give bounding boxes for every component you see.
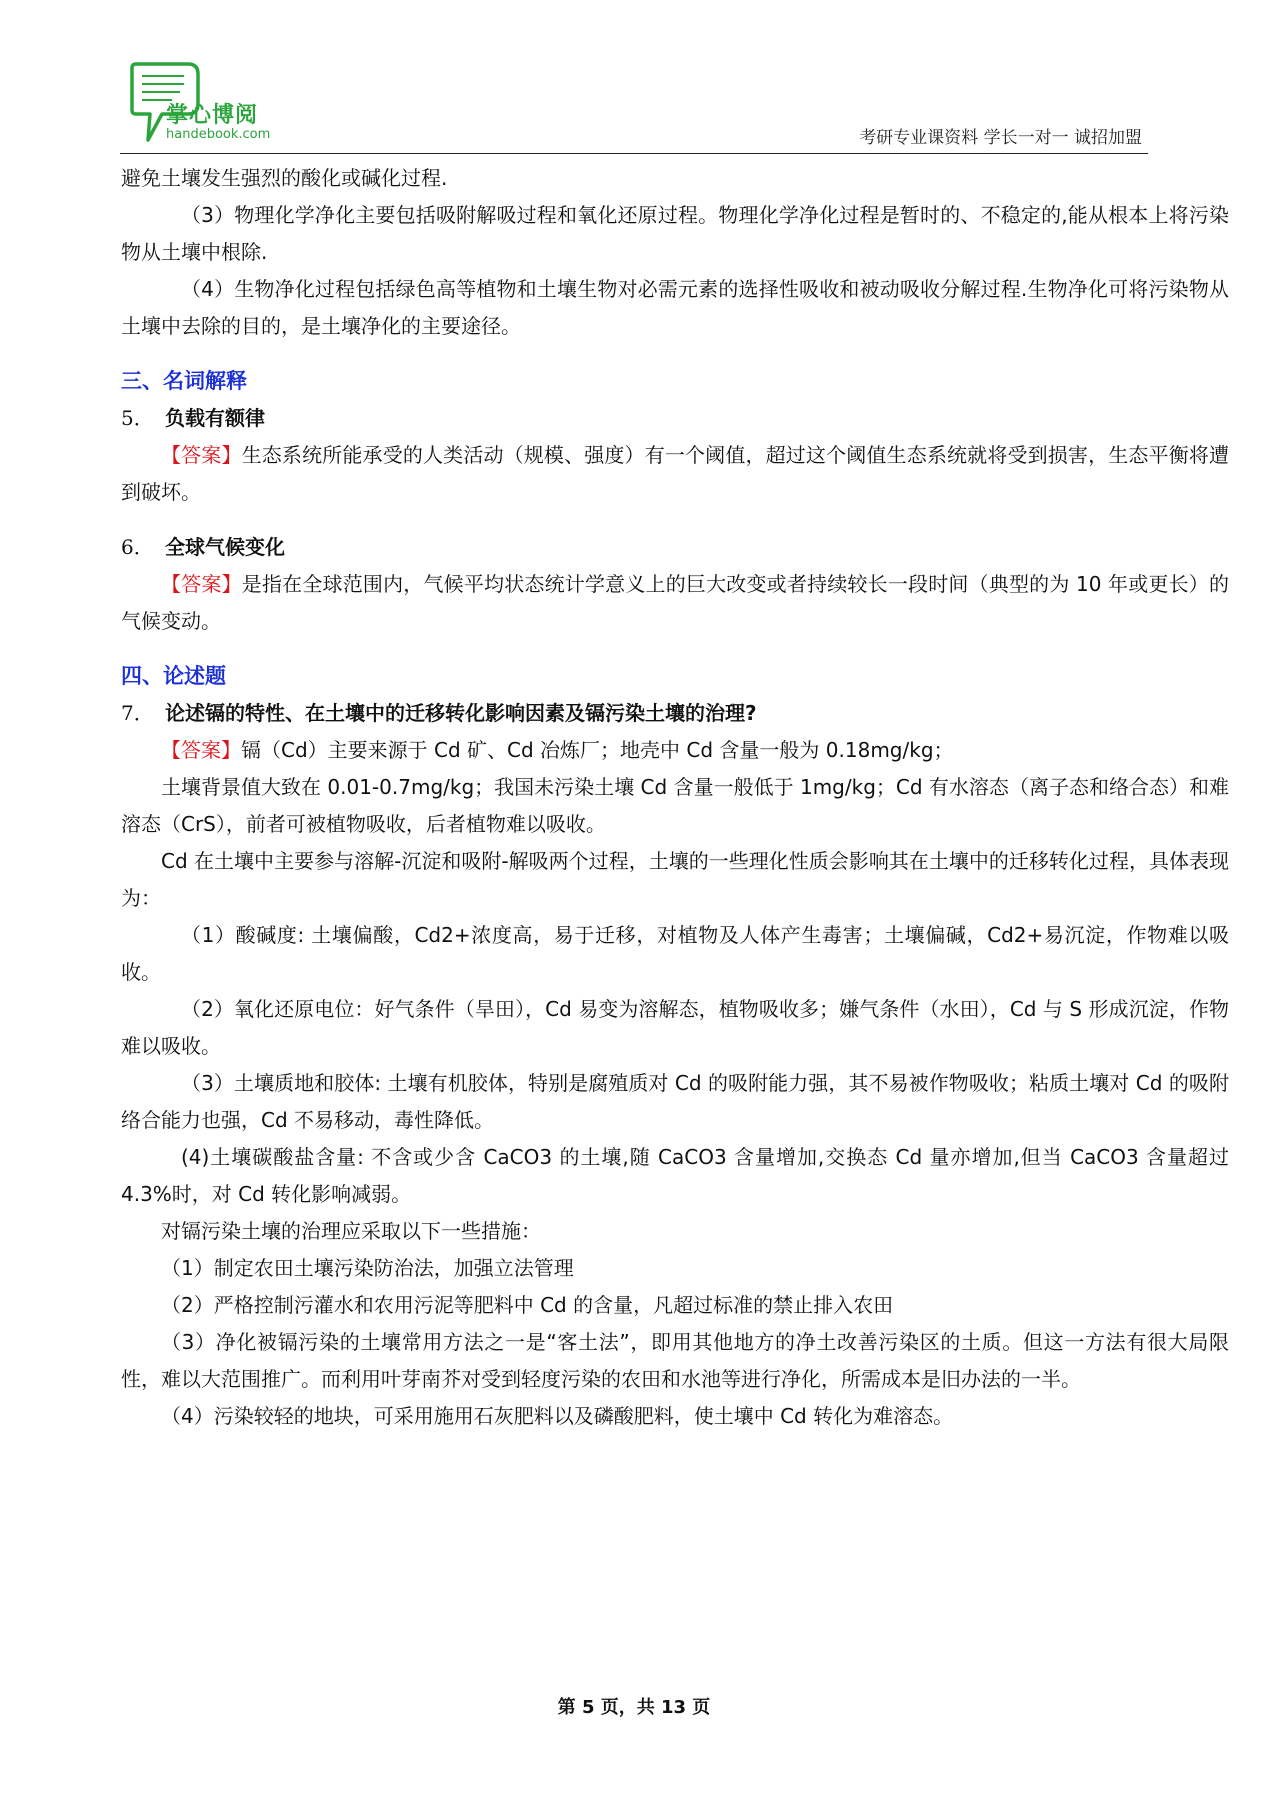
- page-number: 第 5 页，共 13 页: [557, 1697, 711, 1718]
- answer-5: [121, 437, 1229, 511]
- answer-7-para-3: （1）酸碱度: 土壤偏酸，Cd2+浓度高，易于迁移，对植物及人体产生毒害；土壤偏碱，Cd2+易沉淀，作物难以吸收。: [121, 923, 1229, 984]
- answer-7-para-5: （3）土壤质地和胶体: 土壤有机胶体，特别是腐殖质对 Cd 的吸附能力强，其不易被作物吸收；粘质土壤对 Cd 的吸附络合能力也强，Cd 不易移动，毒性降低。: [121, 1071, 1229, 1132]
- answer-tag: 【答案】: [161, 738, 241, 762]
- logo-url: handebook.com: [166, 127, 271, 142]
- answer-7-para-8: （1）制定农田土壤污染防治法，加强立法管理: [161, 1256, 574, 1280]
- question-5: [121, 400, 1229, 437]
- answer-7-para-9: （2）严格控制污灌水和农用污泥等肥料中 Cd 的含量，凡超过标准的禁止排入农田: [161, 1293, 894, 1317]
- intro-line-2: （3）物理化学净化主要包括吸附解吸过程和氧化还原过程。物理化学净化过程是暂时的、不稳定的,能从根本上将污染物从土壤中根除.: [121, 203, 1229, 264]
- spacer: [121, 640, 1229, 658]
- answer-text: 镉（Cd）主要来源于 Cd 矿、Cd 冶炼厂；地壳中 Cd 含量一般为 0.18mg/kg；: [241, 738, 954, 762]
- section-title-4: 四、论述题: [121, 664, 226, 688]
- answer-7-para-10: （3）净化被镉污染的土壤常用方法之一是“客土法”，即用其他地方的净土改善污染区的土质。但这一方法有很大局限性，难以大范围推广。而利用叶芽南芥对受到轻度污染的农田和水池等进行净化，所需成本是旧办法的一半。: [121, 1330, 1229, 1391]
- question-number: 5．: [121, 406, 154, 430]
- spacer: [121, 345, 1229, 363]
- intro-line-3: （4）生物净化过程包括绿色高等植物和土壤生物对必需元素的选择性吸收和被动吸收分解过程.生物净化可将污染物从土壤中去除的目的，是土壤净化的主要途径。: [121, 277, 1229, 338]
- question-text: 论述镉的特性、在土壤中的迁移转化影响因素及镉污染土壤的治理?: [165, 701, 757, 725]
- answer-6: [121, 566, 1229, 640]
- question-6: [121, 529, 1229, 566]
- answer-text: 生态系统所能承受的人类活动（规模、强度）有一个阈值，超过这个阈值生态系统就将受到损害，生态平衡将遭到破坏。: [121, 443, 1230, 504]
- answer-7-para-4: （2）氧化还原电位：好气条件（旱田），Cd 易变为溶解态，植物吸收多；嫌气条件（水田），Cd 与 S 形成沉淀，作物难以吸收。: [121, 997, 1229, 1058]
- question-number: 6．: [121, 535, 154, 559]
- answer-7-para-11: （4）污染较轻的地块，可采用施用石灰肥料以及磷酸肥料，使土壤中 Cd 转化为难溶态。: [161, 1404, 954, 1428]
- answer-7-para-1: 土壤背景值大致在 0.01-0.7mg/kg；我国未污染土壤 Cd 含量一般低于 1mg/kg；Cd 有水溶态（离子态和络合态）和难溶态（CrS），前者可被植物吸收，后者植物难以吸收。: [121, 775, 1229, 836]
- question-term: 全球气候变化: [165, 535, 285, 559]
- answer-text: 是指在全球范围内，气候平均状态统计学意义上的巨大改变或者持续较长一段时间（典型的为 10 年或更长）的气候变动。: [121, 572, 1230, 633]
- answer-tag: 【答案】: [161, 572, 242, 596]
- logo-name: 掌心博阅: [166, 103, 259, 128]
- answer-tag: 【答案】: [161, 443, 242, 467]
- answer-7-para-6: (4)土壤碳酸盐含量: 不含或少含 CaCO3 的土壤,随 CaCO3 含量增加,交换态 Cd 量亦增加,但当 CaCO3 含量超过 4.3%时，对 Cd 转化影响减弱。: [121, 1145, 1229, 1206]
- header-divider: [120, 153, 1148, 154]
- intro-line-1: 避免土壤发生强烈的酸化或碱化过程.: [121, 166, 448, 190]
- document-body: [121, 160, 1229, 1435]
- question-7: [121, 695, 1229, 732]
- answer-7-para-7: 对镉污染土壤的治理应采取以下一些措施：: [161, 1219, 541, 1243]
- section-title-3: 三、名词解释: [121, 369, 247, 393]
- answer-7-first: [121, 732, 1229, 769]
- answer-7-para-2: Cd 在土壤中主要参与溶解-沉淀和吸附-解吸两个过程，土壤的一些理化性质会影响其在土壤中的迁移转化过程，具体表现为：: [121, 849, 1229, 910]
- header-slogan: 考研专业课资料 学长一对一 诚招加盟: [859, 128, 1142, 148]
- spacer: [121, 511, 1229, 529]
- question-term: 负载有额律: [165, 406, 265, 430]
- question-number: 7．: [121, 701, 154, 725]
